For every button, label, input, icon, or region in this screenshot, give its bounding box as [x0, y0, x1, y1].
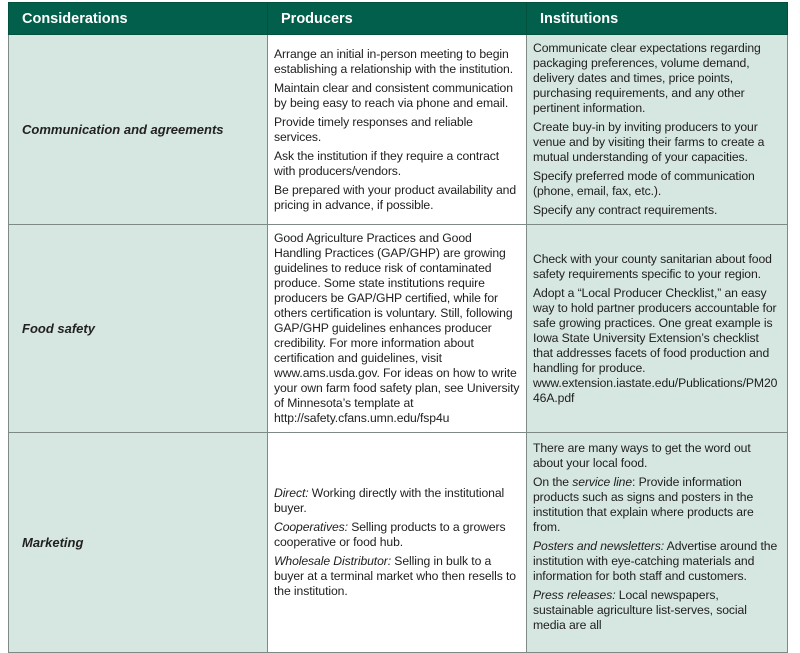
header-institutions: Institutions — [527, 3, 788, 35]
paragraph: Create buy-in by inviting producers to your venue and by visiting their farms to create a mutual understanding of your capacities. — [533, 120, 765, 164]
paragraph — [274, 554, 520, 599]
term-label: service line — [572, 475, 633, 489]
term-text: Working directly with the institutional buyer. — [274, 486, 505, 515]
consideration-cell: Food safety — [9, 225, 268, 433]
table-header-row — [9, 3, 788, 35]
paragraph — [274, 520, 520, 550]
paragraph: Arrange an initial in-person meeting to begin establishing a relationship with the institution. — [274, 46, 513, 76]
header-producers: Producers — [268, 3, 527, 35]
term-label: Wholesale Distributor: — [274, 554, 392, 568]
table-row — [9, 225, 788, 433]
paragraph: Be prepared with your product availability and pricing in advance, if possible. — [274, 182, 517, 212]
consideration-cell: Communication and agreements — [9, 35, 268, 225]
term-text: Selling products to a growers cooperative or food hub. — [274, 520, 506, 549]
table-row — [9, 35, 788, 225]
paragraph: Ask the institution if they require a contract with producers/vendors. — [274, 148, 500, 178]
paragraph: Adopt a “Local Producer Checklist,” an easy way to hold partner producers accountable for safe growing practices. One great example is Iowa State University Extension’s checklist that addresses facets of food production and handling for produce. www.extension.iastate.edu/Publications/PM2046A.pdf — [533, 285, 778, 405]
term-label: Posters and newsletters: — [533, 539, 665, 553]
term-text: Local newspapers, sustainable agriculture list-serves, social media are all — [533, 588, 747, 632]
paragraph: Communicate clear expectations regarding packaging preferences, volume demand, delivery dates and times, price points, purchasing requirements, and any other pertinent information. — [533, 41, 761, 115]
consideration-cell: Marketing — [9, 433, 268, 653]
term-label: Cooperatives: — [274, 520, 348, 534]
institutions-cell — [527, 35, 788, 225]
paragraph: Specify preferred mode of communication (phone, email, fax, etc.). — [533, 169, 755, 198]
table-row — [9, 433, 788, 653]
considerations-table — [8, 2, 788, 653]
term-label: Press releases: — [533, 588, 616, 602]
producers-cell — [268, 433, 527, 653]
producers-cell — [268, 35, 527, 225]
para-pre: On the — [533, 475, 573, 489]
term-text: Advertise around the institution with eye-catching materials and information for both staff and customers. — [533, 539, 778, 583]
paragraph — [533, 441, 781, 471]
paragraph — [274, 486, 520, 516]
term-label: Direct: — [274, 486, 309, 500]
para-pre: There are many ways to get the word out about your local food. — [533, 441, 751, 470]
paragraph: Good Agriculture Practices and Good Handling Practices (GAP/GHP) are growing guidelines to reduce risk of contaminated produce. Some state institutions require producers be GAP/GHP certified, while for others certification is voluntary. Still, following GAP/GHP guidelines enhances producer credibility. For more information about certification and guidelines, visit www.ams.usda.gov. For ideas on how to write your own farm food safety plan, see University of Minnesota’s template at http://safety.cfans.umn.edu/fsp4u — [274, 231, 520, 425]
paragraph: Check with your county sanitarian about food safety requirements specific to your region. — [533, 251, 772, 281]
paragraph: Maintain clear and consistent communication by being easy to reach via phone and email. — [274, 80, 513, 110]
institutions-cell — [527, 225, 788, 433]
term-text: : Provide information products such as signs and posters in the institution that explain where products are from. — [533, 475, 754, 534]
paragraph: Specify any contract requirements. — [533, 203, 718, 217]
paragraph — [533, 475, 781, 535]
term-text: Selling in bulk to a buyer at a terminal market who then resells to the institution. — [274, 554, 516, 598]
header-considerations: Considerations — [9, 3, 268, 35]
paragraph — [533, 588, 781, 633]
institutions-cell — [527, 433, 788, 653]
paragraph: Provide timely responses and reliable services. — [274, 114, 473, 144]
producers-cell — [268, 225, 527, 433]
paragraph — [533, 539, 781, 584]
